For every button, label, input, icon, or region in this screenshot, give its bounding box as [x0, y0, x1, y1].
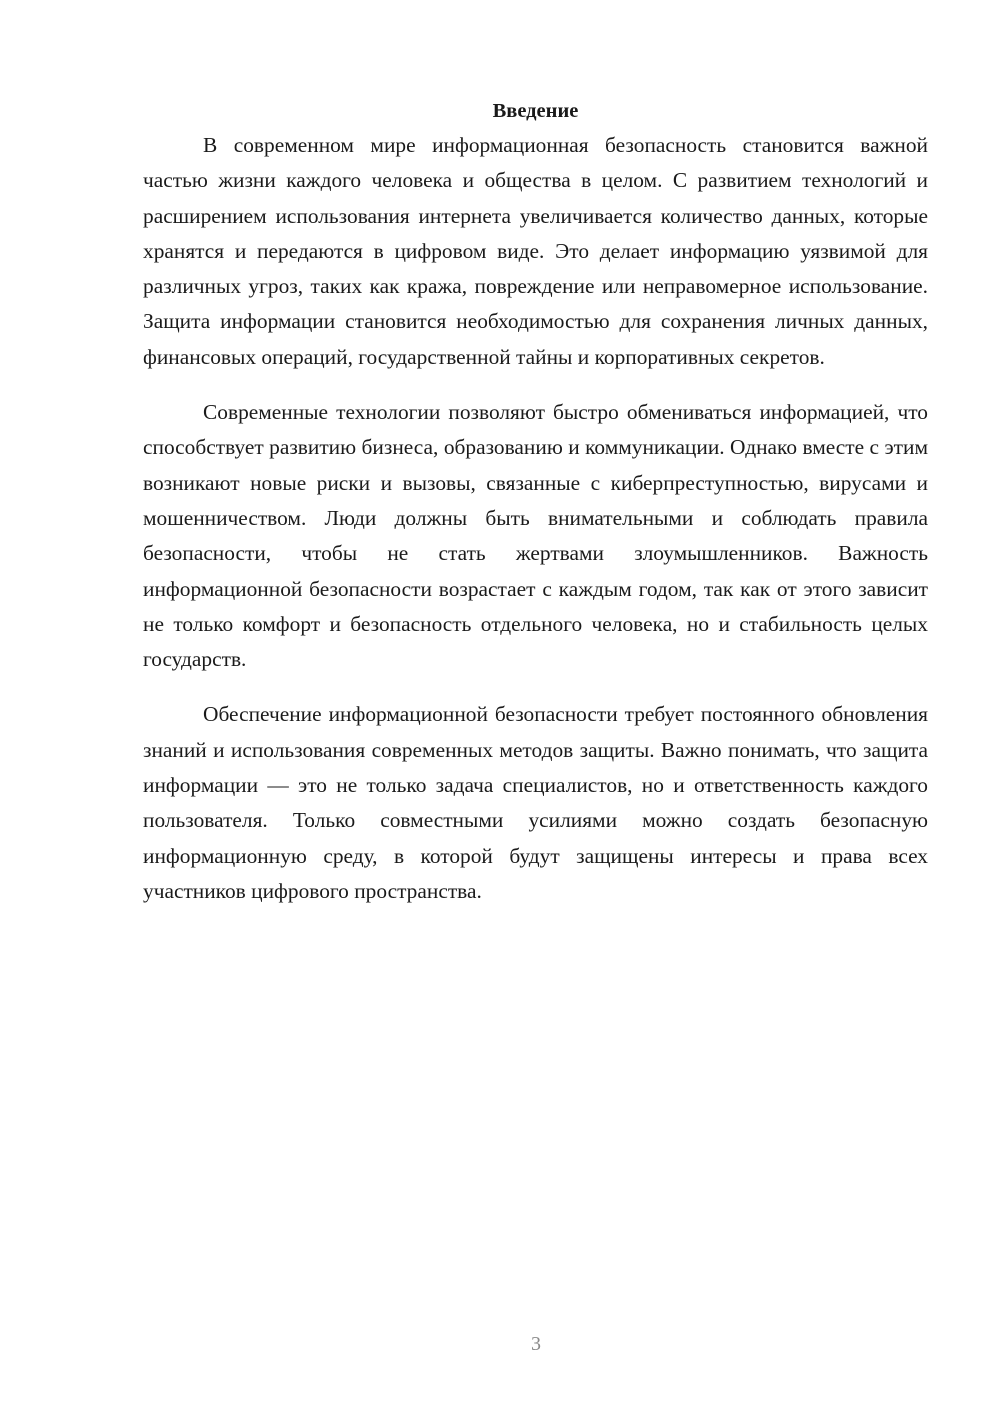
page-number: 3	[531, 1333, 541, 1355]
section-heading: Введение	[492, 100, 579, 122]
paragraph: Современные технологии позволяют быстро обмениваться информацией, что способствует развитию бизнеса, образованию и коммуникации. Однако вместе с этим возникают новые риски и вызовы, связанные с киберпреступностью, вирусами и мошенничеством. Люди должны быть внимательными и соблюдать правила безопасности, чтобы не стать жертвами злоумышленников. Важность информационной безопасности возрастает с каждым годом, так как от этого зависит не только комфорт и безопасность отдельного человека, но и стабильность целых государств.	[143, 400, 928, 672]
paragraph: В современном мире информационная безопасность становится важной частью жизни каждого человека и общества в целом. С развитием технологий и расширением использования интернета увеличивается количество данных, которые хранятся и передаются в цифровом виде. Это делает информацию уязвимой для различных угроз, таких как кража, повреждение или неправомерное использование. Защита информации становится необходимостью для сохранения личных данных, финансовых операций, государственной тайны и корпоративных секретов.	[143, 133, 928, 369]
paragraph: Обеспечение информационной безопасности требует постоянного обновления знаний и использования современных методов защиты. Важно понимать, что защита информации — это не только задача специалистов, но и ответственность каждого пользователя. Только совместными усилиями можно создать безопасную информационную среду, в которой будут защищены интересы и права всех участников цифрового пространства.	[143, 702, 928, 903]
document-body	[143, 96, 928, 909]
